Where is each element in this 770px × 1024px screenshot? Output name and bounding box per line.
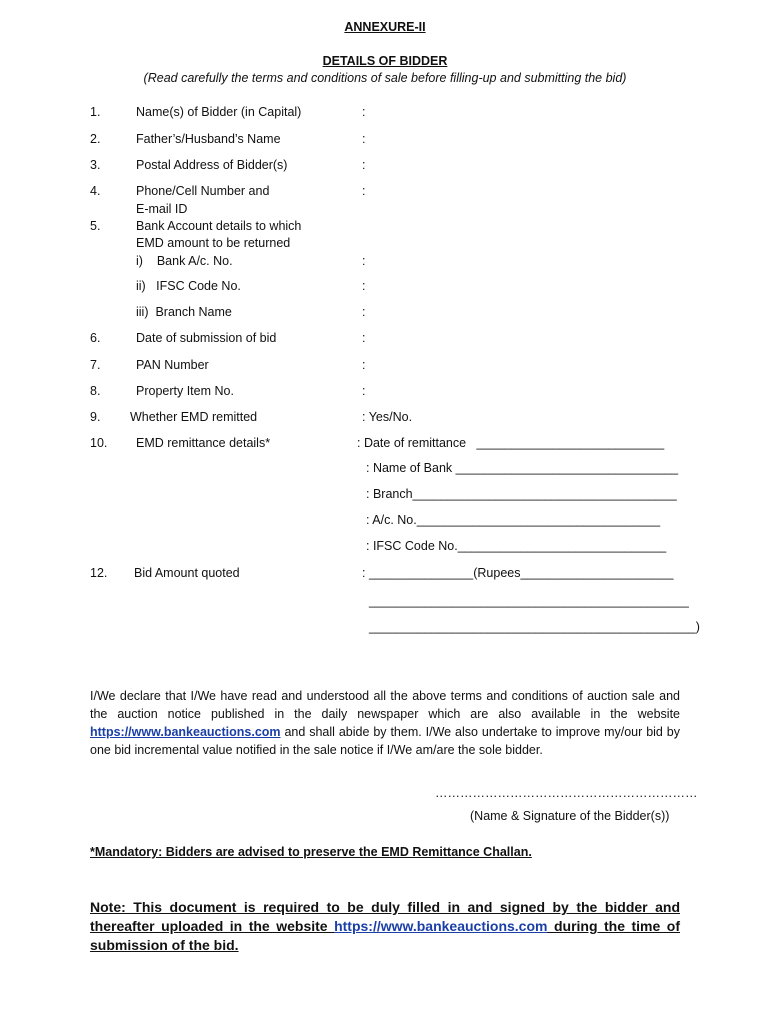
item-label: PAN Number xyxy=(136,358,209,372)
item-separator: : xyxy=(362,158,366,172)
sub-item-label: iii) Branch Name xyxy=(136,305,232,319)
note-text: during the time of submission of the bid. xyxy=(90,918,680,953)
bid-amount-field[interactable]: : _______________(Rupees______________________ xyxy=(362,566,674,580)
item-separator: : xyxy=(362,254,366,268)
annexure-heading: ANNEXURE-II xyxy=(344,20,426,34)
item-label: EMD remittance details* xyxy=(136,436,271,450)
note-text: Note: This document is required to be duly filled in and signed by the bidder and thereafter uploaded in the website xyxy=(90,899,680,934)
bid-amount-words-line[interactable]: ______________________________________________ xyxy=(369,594,689,608)
item-number: 10. xyxy=(90,436,108,450)
remittance-account-field[interactable]: : A/c. No.___________________________________ xyxy=(366,513,661,527)
item-number: 7. xyxy=(90,358,101,372)
signature-label: (Name & Signature of the Bidder(s)) xyxy=(470,809,670,823)
item-separator: : xyxy=(362,331,366,345)
item-separator: : xyxy=(362,358,366,372)
item-label: Phone/Cell Number and xyxy=(136,184,270,198)
item-separator: : xyxy=(362,305,366,319)
item-label: Date of submission of bid xyxy=(136,331,277,345)
item-label: Father’s/Husband’s Name xyxy=(136,132,281,146)
remittance-date-field[interactable]: : Date of remittance ___________________________ xyxy=(357,436,665,450)
item-number: 2. xyxy=(90,132,101,146)
item-label: E-mail ID xyxy=(136,202,188,216)
item-separator: : xyxy=(362,279,366,293)
sub-item-label: i) Bank A/c. No. xyxy=(136,254,233,268)
declaration-paragraph xyxy=(90,687,680,759)
item-number: 5. xyxy=(90,219,101,233)
submission-note xyxy=(90,898,680,955)
item-separator: : xyxy=(362,105,366,119)
item-label: Bank Account details to which xyxy=(136,219,302,233)
item-number: 3. xyxy=(90,158,101,172)
item-separator: : xyxy=(362,384,366,398)
item-number: 12. xyxy=(90,566,108,580)
sub-item-label: ii) IFSC Code No. xyxy=(136,279,241,293)
item-label: Property Item No. xyxy=(136,384,234,398)
item-separator: : xyxy=(362,132,366,146)
item-number: 6. xyxy=(90,331,101,345)
item-label: Whether EMD remitted xyxy=(130,410,258,424)
declaration-text: I/We declare that I/We have read and understood all the above terms and conditions of auction sale and the auction notice published in the daily newspaper which are also available in the website xyxy=(90,689,680,721)
item-separator: : xyxy=(362,184,366,198)
signature-line: ……………………………………………………… xyxy=(435,786,698,800)
website-link[interactable]: https://www.bankeauctions.com xyxy=(90,725,281,739)
item-number: 8. xyxy=(90,384,101,398)
mandatory-note: *Mandatory: Bidders are advised to preserve the EMD Remittance Challan. xyxy=(90,845,532,859)
item-label: Postal Address of Bidder(s) xyxy=(136,158,288,172)
item-number: 9. xyxy=(90,410,101,424)
document-title: DETAILS OF BIDDER xyxy=(322,54,448,68)
item-label: Bid Amount quoted xyxy=(134,566,240,580)
item-label: EMD amount to be returned xyxy=(136,236,291,250)
document-subtitle: (Read carefully the terms and conditions of sale before filling-up and submitting the bid) xyxy=(143,71,627,85)
item-number: 1. xyxy=(90,105,101,119)
declaration-text: and shall abide by them. I/We also undertake to improve my/our bid by one bid incremental value notified in the sale notice if I/We am/are the sole bidder. xyxy=(90,725,680,757)
item-label: Name(s) of Bidder (in Capital) xyxy=(136,105,302,119)
item-number: 4. xyxy=(90,184,101,198)
bid-amount-words-line[interactable]: _______________________________________________) xyxy=(369,620,700,634)
note-website-link[interactable]: https://www.bankeauctions.com xyxy=(334,918,548,934)
remittance-branch-field[interactable]: : Branch______________________________________ xyxy=(366,487,677,501)
remittance-bank-field[interactable]: : Name of Bank ________________________________ xyxy=(366,461,679,475)
remittance-ifsc-field[interactable]: : IFSC Code No.______________________________ xyxy=(366,539,667,553)
emd-remitted-value: : Yes/No. xyxy=(362,410,413,424)
